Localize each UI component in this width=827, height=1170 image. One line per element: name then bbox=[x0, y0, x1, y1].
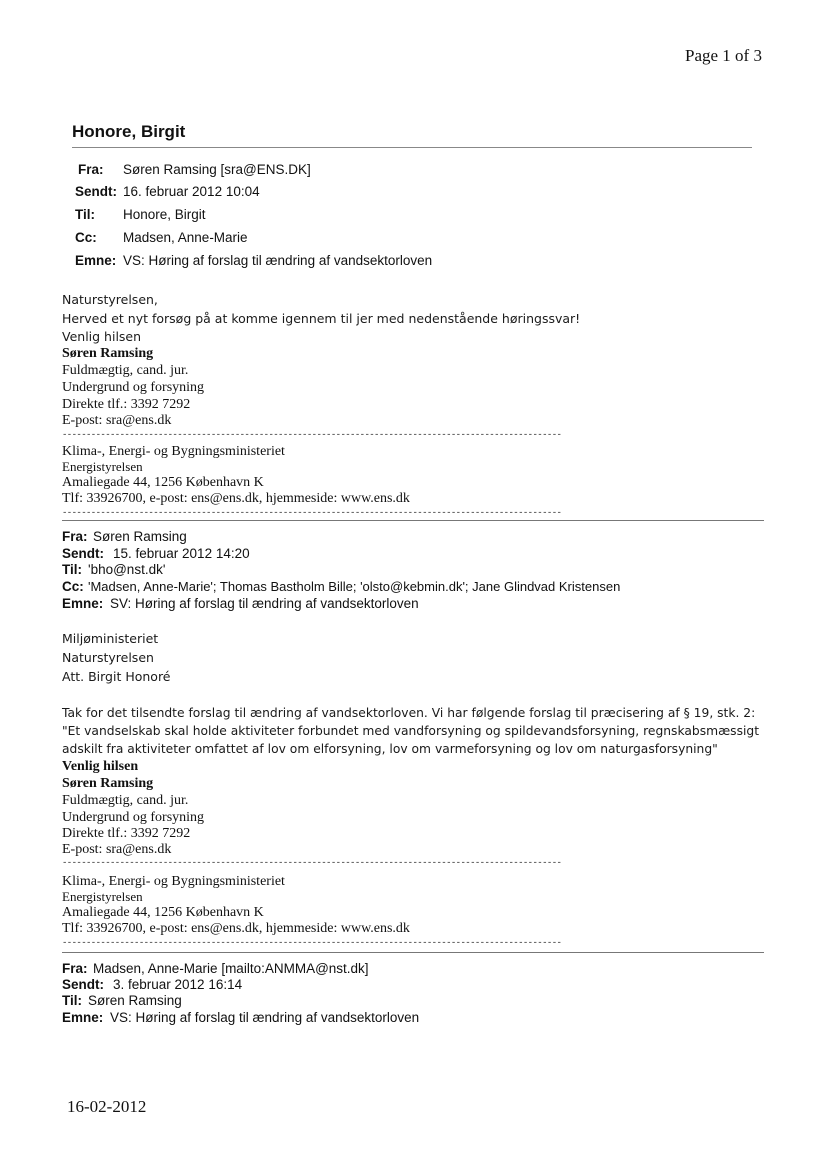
fwd1-from-value: Søren Ramsing bbox=[93, 529, 187, 544]
address-line: Naturstyrelsen bbox=[62, 650, 154, 665]
subject-value: VS: Høring af forslag til ændring af vandsektorloven bbox=[123, 253, 433, 268]
signature-phone: Direkte tlf.: 3392 7292 bbox=[62, 826, 191, 841]
fwd1-cc-label: Cc: bbox=[62, 579, 84, 594]
address-line: Miljøministeriet bbox=[62, 631, 159, 646]
signature-name: Søren Ramsing bbox=[62, 776, 154, 791]
signature-contact: Tlf: 33926700, e-post: ens@ens.dk, hjemmeside: www.ens.dk bbox=[62, 921, 410, 936]
signature-dept: Undergrund og forsyning bbox=[62, 380, 205, 395]
page-number: Page 1 of 3 bbox=[685, 46, 762, 65]
message-body: Herved et nyt forsøg på at komme igennem til jer med nedenstående høringssvar! bbox=[62, 311, 581, 326]
from-value: Søren Ramsing [sra@ENS.DK] bbox=[123, 162, 311, 177]
fwd1-to-label: Til: bbox=[62, 562, 82, 577]
cc-label: Cc: bbox=[75, 230, 97, 245]
signature-agency: Energistyrelsen bbox=[62, 889, 143, 904]
to-value: Honore, Birgit bbox=[123, 207, 206, 222]
cc-value: Madsen, Anne-Marie bbox=[123, 230, 248, 245]
signature-email: E-post: sra@ens.dk bbox=[62, 842, 172, 857]
fwd1-sent-label: Sendt: bbox=[62, 546, 104, 561]
signature-contact: Tlf: 33926700, e-post: ens@ens.dk, hjemmeside: www.ens.dk bbox=[62, 491, 410, 506]
fwd2-sent-value: 3. februar 2012 16:14 bbox=[113, 977, 243, 992]
footer-date: 16-02-2012 bbox=[67, 1097, 147, 1116]
signature-dashes: -------------------------------------------------------------------------------------------------------- bbox=[62, 430, 562, 440]
message-body: adskilt fra aktiviteter omfattet af lov om elforsyning, lov om varmeforsyning og lov om naturgasforsyning" bbox=[62, 742, 718, 756]
message-salutation: Naturstyrelsen, bbox=[62, 292, 158, 307]
forward-divider bbox=[62, 520, 764, 521]
signature-dept: Undergrund og forsyning bbox=[62, 810, 205, 825]
fwd1-sent-value: 15. februar 2012 14:20 bbox=[113, 546, 250, 561]
signature-email: E-post: sra@ens.dk bbox=[62, 413, 172, 428]
message-body: "Et vandselskab skal holde aktiviteter forbundet med vandforsyning og spildevandsforsyning, regnskabsmæssigt bbox=[62, 724, 760, 738]
fwd2-subject-label: Emne: bbox=[62, 1010, 104, 1025]
signature-address: Amaliegade 44, 1256 København K bbox=[62, 475, 264, 490]
signature-dashes: -------------------------------------------------------------------------------------------------------- bbox=[62, 938, 562, 948]
signature-ministry: Klima-, Energi- og Bygningsministeriet bbox=[62, 874, 285, 889]
fwd2-to-label: Til: bbox=[62, 993, 82, 1008]
fwd1-cc-value: 'Madsen, Anne-Marie'; Thomas Bastholm Bille; 'olsto@kebmin.dk'; Jane Glindvad Kristensen bbox=[88, 579, 621, 594]
signature-title: Fuldmægtig, cand. jur. bbox=[62, 793, 189, 808]
message-greeting: Venlig hilsen bbox=[62, 329, 142, 344]
fwd1-to-value: 'bho@nst.dk' bbox=[88, 562, 166, 577]
signature-address: Amaliegade 44, 1256 København K bbox=[62, 905, 264, 920]
from-label: Fra: bbox=[78, 162, 104, 177]
subject-label: Emne: bbox=[75, 253, 117, 268]
recipient-heading: Honore, Birgit bbox=[72, 122, 186, 141]
fwd2-subject-value: VS: Høring af forslag til ændring af vandsektorloven bbox=[110, 1010, 420, 1025]
signature-title: Fuldmægtig, cand. jur. bbox=[62, 363, 189, 378]
fwd2-from-label: Fra: bbox=[62, 961, 88, 976]
address-line: Att. Birgit Honoré bbox=[62, 669, 171, 684]
forward-divider bbox=[62, 952, 764, 953]
to-label: Til: bbox=[75, 207, 95, 222]
signature-name: Søren Ramsing bbox=[62, 346, 154, 361]
signature-ministry: Klima-, Energi- og Bygningsministeriet bbox=[62, 444, 285, 459]
fwd2-to-value: Søren Ramsing bbox=[88, 993, 182, 1008]
signature-dashes: -------------------------------------------------------------------------------------------------------- bbox=[62, 508, 562, 518]
fwd1-subject-label: Emne: bbox=[62, 596, 104, 611]
signature-agency: Energistyrelsen bbox=[62, 459, 143, 474]
message-body: Tak for det tilsendte forslag til ændring af vandsektorloven. Vi har følgende forslag til præcisering af § 19, stk. 2: bbox=[62, 706, 756, 720]
sent-label: Sendt: bbox=[75, 184, 117, 199]
signature-phone: Direkte tlf.: 3392 7292 bbox=[62, 397, 191, 412]
heading-divider bbox=[72, 147, 752, 148]
sent-value: 16. februar 2012 10:04 bbox=[123, 184, 260, 199]
fwd1-from-label: Fra: bbox=[62, 529, 88, 544]
signature-dashes: -------------------------------------------------------------------------------------------------------- bbox=[62, 858, 562, 868]
fwd2-from-value: Madsen, Anne-Marie [mailto:ANMMA@nst.dk] bbox=[93, 961, 369, 976]
fwd2-sent-label: Sendt: bbox=[62, 977, 104, 992]
fwd1-subject-value: SV: Høring af forslag til ændring af vandsektorloven bbox=[110, 596, 419, 611]
message-greeting: Venlig hilsen bbox=[62, 759, 139, 774]
